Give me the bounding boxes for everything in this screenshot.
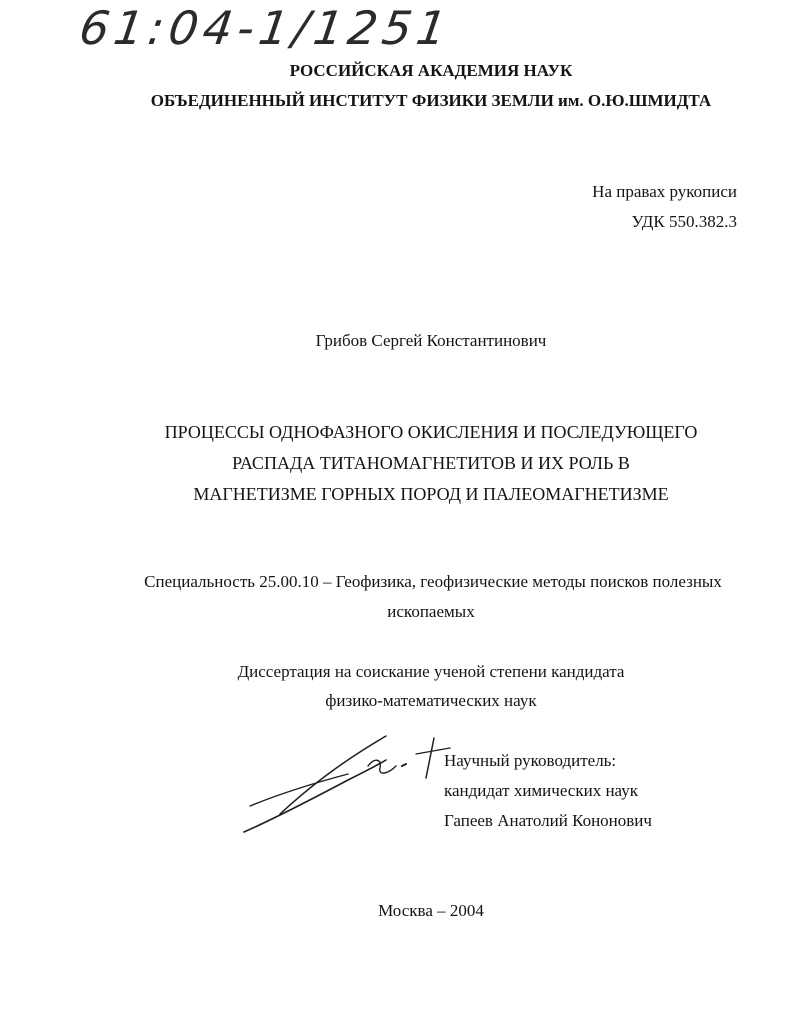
supervisor-label: Научный руководитель: (444, 751, 617, 770)
academy-name: РОССИЙСКАЯ АКАДЕМИЯ НАУК (289, 61, 573, 80)
dissertation-title-line-1: ПРОЦЕССЫ ОДНОФАЗНОГО ОКИСЛЕНИЯ И ПОСЛЕДУЮЩЕГО (164, 422, 698, 442)
dissertation-degree-line-1: Диссертация на соискание ученой степени кандидата (237, 662, 625, 681)
specialty-line-1: Специальность 25.00.10 – Геофизика, геофизические методы поисков полезных (144, 572, 722, 591)
supervisor-name: Гапеев Анатолий Кононович (444, 811, 652, 830)
handwritten-archive-code: 61:04-1/1251 (76, 1, 455, 55)
author-name: Грибов Сергей Константинович (315, 331, 547, 350)
institute-name: ОБЪЕДИНЕННЫЙ ИНСТИТУТ ФИЗИКИ ЗЕМЛИ им. О.Ю.ШМИДТА (150, 91, 712, 110)
dissertation-title-line-2: РАСПАДА ТИТАНОМАГНЕТИТОВ И ИХ РОЛЬ В (232, 453, 630, 473)
dissertation-title-line-3: МАГНЕТИЗМЕ ГОРНЫХ ПОРОД И ПАЛЕОМАГНЕТИЗМЕ (193, 484, 669, 504)
place-and-year: Москва – 2004 (378, 901, 484, 920)
supervisor-signature (236, 730, 456, 840)
manuscript-rights: На правах рукописи (592, 182, 737, 201)
dissertation-degree-line-2: физико-математических наук (325, 691, 537, 710)
specialty-line-2: ископаемых (387, 602, 475, 621)
supervisor-degree: кандидат химических наук (444, 781, 638, 800)
udk-code: УДК 550.382.3 (631, 212, 737, 231)
